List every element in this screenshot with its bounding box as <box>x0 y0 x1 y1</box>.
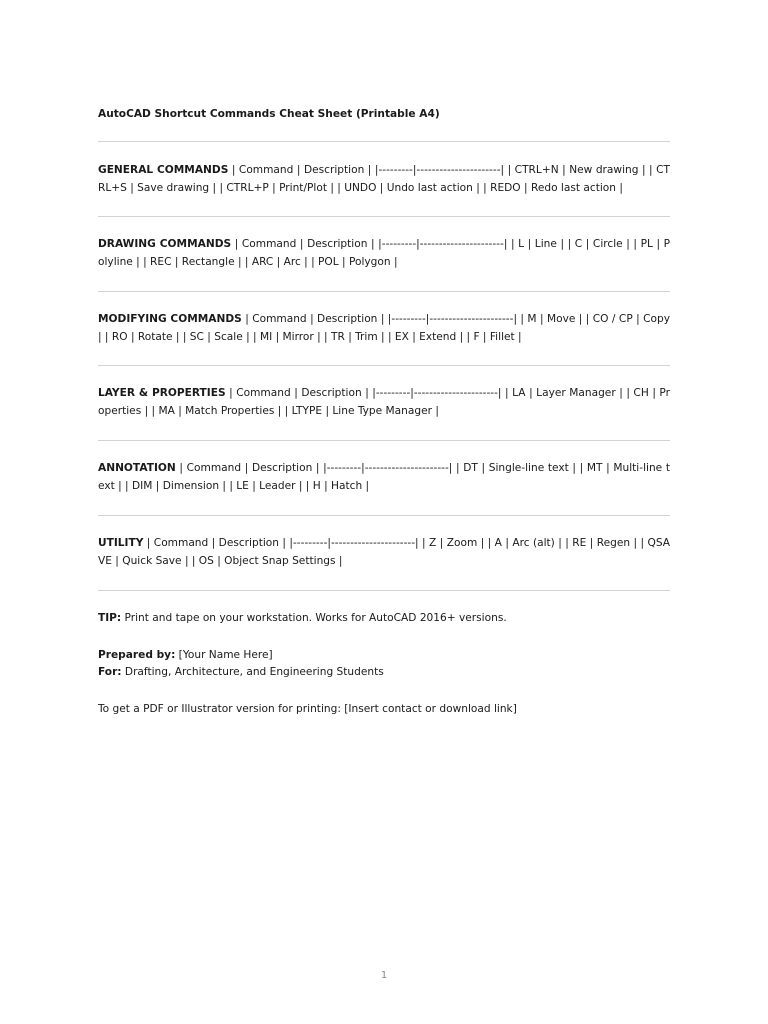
divider <box>98 590 670 591</box>
section-body: | Command | Description | |---------|----------------------| | M | Move | | CO / CP | Copy | | RO | Rotate | | SC | Scale | | MI | Mirror | | TR | Trim | | EX | Extend | | F | Fillet | <box>98 313 670 343</box>
audience-label: For: <box>98 666 122 678</box>
section-heading: GENERAL COMMANDS <box>98 164 229 176</box>
section-heading: MODIFYING COMMANDS <box>98 313 242 325</box>
page-number: 1 <box>380 970 388 981</box>
divider <box>98 141 670 142</box>
tip-paragraph <box>98 610 670 628</box>
prepared-by-text: [Your Name Here] <box>175 649 273 661</box>
section-heading: DRAWING COMMANDS <box>98 238 232 250</box>
section-heading: ANNOTATION <box>98 462 176 474</box>
divider <box>98 365 670 366</box>
section-annotation <box>98 460 670 495</box>
prepared-by-line <box>98 647 670 665</box>
divider <box>98 216 670 217</box>
section-modifying-commands <box>98 311 670 346</box>
divider <box>98 291 670 292</box>
section-body: | Command | Description | |---------|----------------------| | Z | Zoom | | A | Arc (alt) | | RE | Regen | | QSAVE | Quick Save | | OS | Object Snap Settings | <box>98 537 670 567</box>
footer-note: To get a PDF or Illustrator version for printing: [Insert contact or download link] <box>98 703 517 715</box>
section-heading: UTILITY <box>98 537 144 549</box>
section-general-commands <box>98 162 670 197</box>
section-layer-properties <box>98 385 670 420</box>
tip-label: TIP: <box>98 612 122 624</box>
section-body: | Command | Description | |---------|----------------------| | CTRL+N | New drawing | | CTRL+S | Save drawing | | CTRL+P | Print/Plot | | UNDO | Undo last action | | REDO | Redo last action | <box>98 164 670 194</box>
section-utility <box>98 535 670 570</box>
section-body: | Command | Description | |---------|----------------------| | DT | Single-line text | | MT | Multi-line text | | DIM | Dimension | | LE | Leader | | H | Hatch | <box>98 462 670 492</box>
audience-text: Drafting, Architecture, and Engineering Students <box>121 666 384 678</box>
tip-text: Print and tape on your workstation. Works for AutoCAD 2016+ versions. <box>121 612 507 624</box>
divider <box>98 440 670 441</box>
section-body: | Command | Description | |---------|----------------------| | LA | Layer Manager | | CH | Properties | | MA | Match Properties | | LTYPE | Line Type Manager | <box>98 387 670 417</box>
section-body: | Command | Description | |---------|----------------------| | L | Line | | C | Circle | | PL | Polyline | | REC | Rectangle | | ARC | Arc | | POL | Polygon | <box>98 238 671 268</box>
audience-line <box>98 664 670 682</box>
section-heading: LAYER & PROPERTIES <box>98 387 226 399</box>
document-title: AutoCAD Shortcut Commands Cheat Sheet (Printable A4) <box>98 108 440 120</box>
divider <box>98 515 670 516</box>
section-drawing-commands <box>98 236 670 271</box>
prepared-by-label: Prepared by: <box>98 649 176 661</box>
